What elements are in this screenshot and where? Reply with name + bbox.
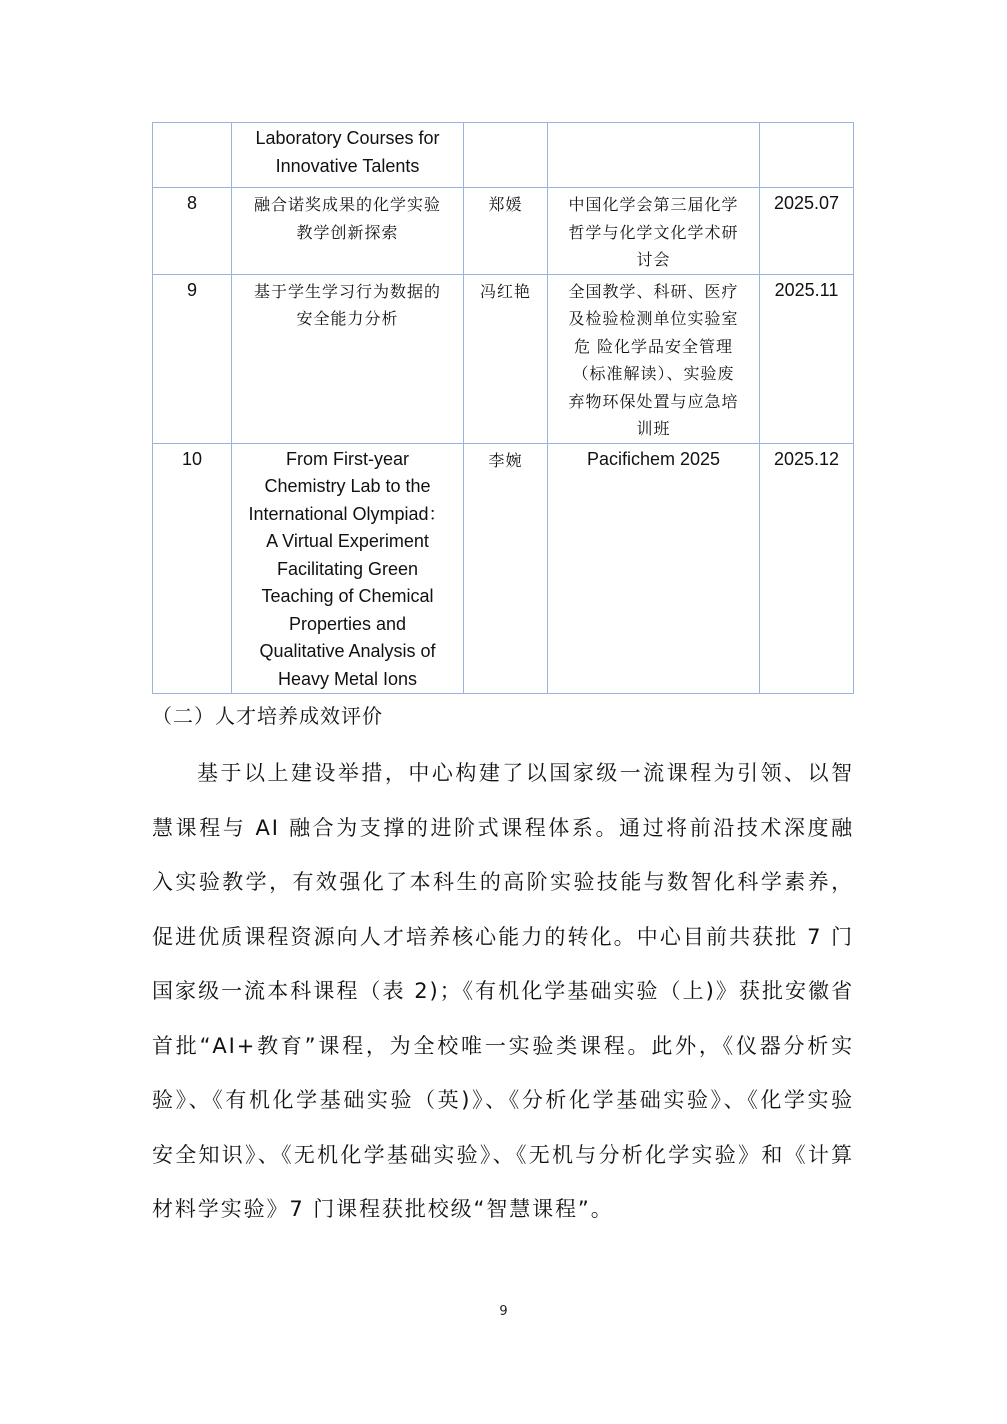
cell-number: 10 [153, 443, 232, 694]
title-line: 基于学生学习行为数据的 [253, 281, 441, 301]
title-line: A Virtual Experiment [266, 531, 429, 551]
cell-date: 2025.07 [760, 188, 854, 275]
venue-line: 危 险化学品安全管理 [573, 336, 734, 356]
cell-author: 郑媛 [464, 188, 548, 275]
cell-venue [548, 123, 760, 188]
venue-line: 讨会 [636, 250, 671, 269]
title-line: International Olympiad： [248, 503, 447, 524]
cell-author: 李婉 [464, 443, 548, 694]
cell-author [464, 123, 548, 188]
cell-venue [548, 274, 760, 443]
cell-date: 2025.12 [760, 443, 854, 694]
cell-number [153, 123, 232, 188]
cell-number: 9 [153, 274, 232, 443]
venue-line: 弃物环保处置与应急培 [568, 391, 739, 411]
cell-venue [548, 443, 760, 694]
cell-date: 2025.11 [760, 274, 854, 443]
title-line: 教学创新探索 [296, 222, 399, 242]
table-row [153, 443, 854, 694]
title-line: From First-year [286, 448, 409, 469]
page-number: 9 [499, 1304, 508, 1319]
title-line: Laboratory Courses for [255, 128, 440, 148]
cell-title [232, 274, 464, 443]
title-line: Heavy Metal Ions [277, 668, 418, 689]
title-line: Qualitative Analysis of [259, 641, 436, 661]
cell-title [232, 443, 464, 694]
venue-line: 中国化学会第三届化学 [568, 195, 739, 214]
venue-line: 训班 [636, 419, 671, 438]
cell-author: 冯红艳 [464, 274, 548, 443]
title-line: Innovative Talents [275, 155, 420, 176]
title-line: Chemistry Lab to the [264, 476, 431, 496]
section-heading: （二）人才培养成效评价 [152, 704, 383, 728]
cell-title [232, 123, 464, 188]
venue-line: （标准解读）、实验废 [572, 364, 735, 383]
cell-date [760, 123, 854, 188]
title-line: 安全能力分析 [296, 309, 399, 328]
venue-line: 哲学与化学文化学术研 [568, 222, 739, 242]
venue-line: Pacifichem 2025 [586, 448, 721, 469]
cell-title [232, 188, 464, 275]
table-row [153, 123, 854, 188]
venue-line: 及检验检测单位实验室 [568, 309, 739, 328]
title-line: Teaching of Chemical [261, 586, 434, 606]
table-row [153, 188, 854, 275]
presentation-table [152, 122, 854, 694]
cell-number: 8 [153, 188, 232, 275]
body-paragraph: 基于以上建设举措，中心构建了以国家级一流课程为引领、以智慧课程与 AI 融合为支撑的进阶式课程体系。通过将前沿技术深度融入实验教学，有效强化了本科生的高阶实验技能与数智化科学素养，促进优质课程资源向人才培养核心能力的转化。中心目前共获批 7 门国家级一流本科课程（表 2)；《有机化学基础实验（上)》获批安徽省首批“AI+教育”课程，为全校唯一实验类课程。此外，《仪器分析实验》、《有机化学基础实验（英)》、《分析化学基础实验》、《化学实验安全知识》、《无机化学基础实验》、《无机与分析化学实验》和《计算材料学实验》7 门课程获批校级“智慧课程”。 [152, 761, 854, 1221]
table-row [153, 274, 854, 443]
title-line: Facilitating Green [276, 558, 419, 579]
title-line: Properties and [288, 613, 407, 634]
cell-venue [548, 188, 760, 275]
venue-line: 全国教学、科研、医疗 [568, 281, 739, 301]
title-line: 融合诺奖成果的化学实验 [253, 195, 441, 214]
